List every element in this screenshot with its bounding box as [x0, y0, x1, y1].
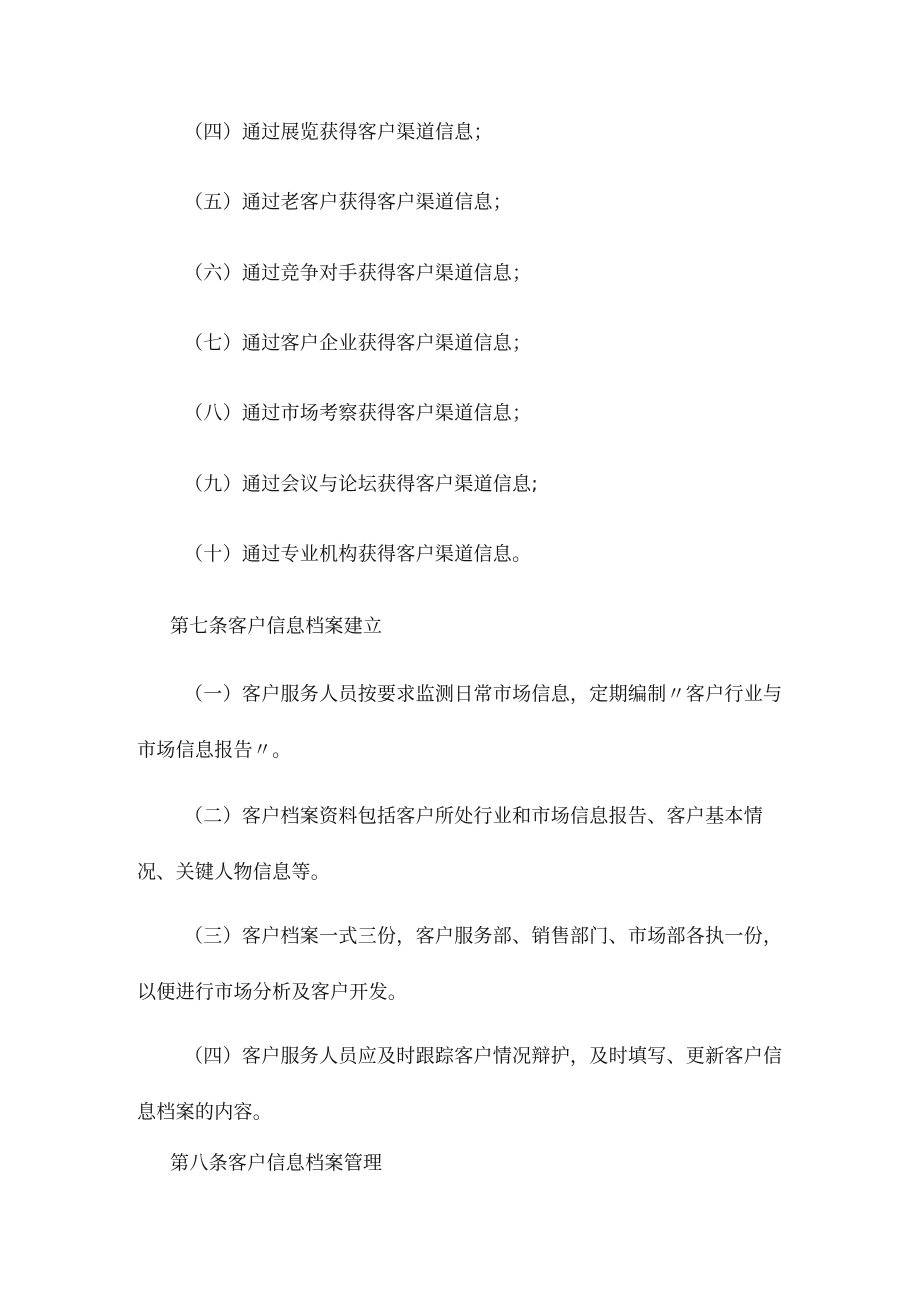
article-7-paragraph-1: （一）客户服务人员按要求监测日常市场信息，定期编制〃客户行业与市场信息报告〃。 [137, 683, 783, 761]
article-7-paragraph-3: （三）客户档案一式三份，客户服务部、销售部门、市场部各执一份，以便进行市场分析及客户开发。 [137, 925, 783, 1003]
list-item: （七）通过客户企业获得客户渠道信息； [184, 332, 532, 354]
article-7-paragraph-4: （四）客户服务人员应及时跟踪客户情况辩护，及时填写、更新客户信息档案的内容。 [137, 1045, 783, 1123]
list-item: （六）通过竞争对手获得客户渠道信息； [184, 262, 532, 284]
article-7-paragraph-2: （二）客户档案资料包括客户所处行业和市场信息报告、客户基本情况、关键人物信息等。 [137, 805, 764, 883]
list-item: （五）通过老客户获得客户渠道信息； [184, 191, 513, 213]
article-8-heading: 第八条客户信息档案管理 [170, 1152, 383, 1174]
list-item: （九）通过会议与论坛获得客户渠道信息; [184, 473, 539, 495]
article-7-heading: 第七条客户信息档案建立 [170, 615, 383, 637]
list-item: （八）通过市场考察获得客户渠道信息； [184, 402, 532, 424]
list-item: （十）通过专业机构获得客户渠道信息。 [184, 543, 532, 565]
list-item: （四）通过展览获得客户渠道信息； [184, 121, 493, 143]
